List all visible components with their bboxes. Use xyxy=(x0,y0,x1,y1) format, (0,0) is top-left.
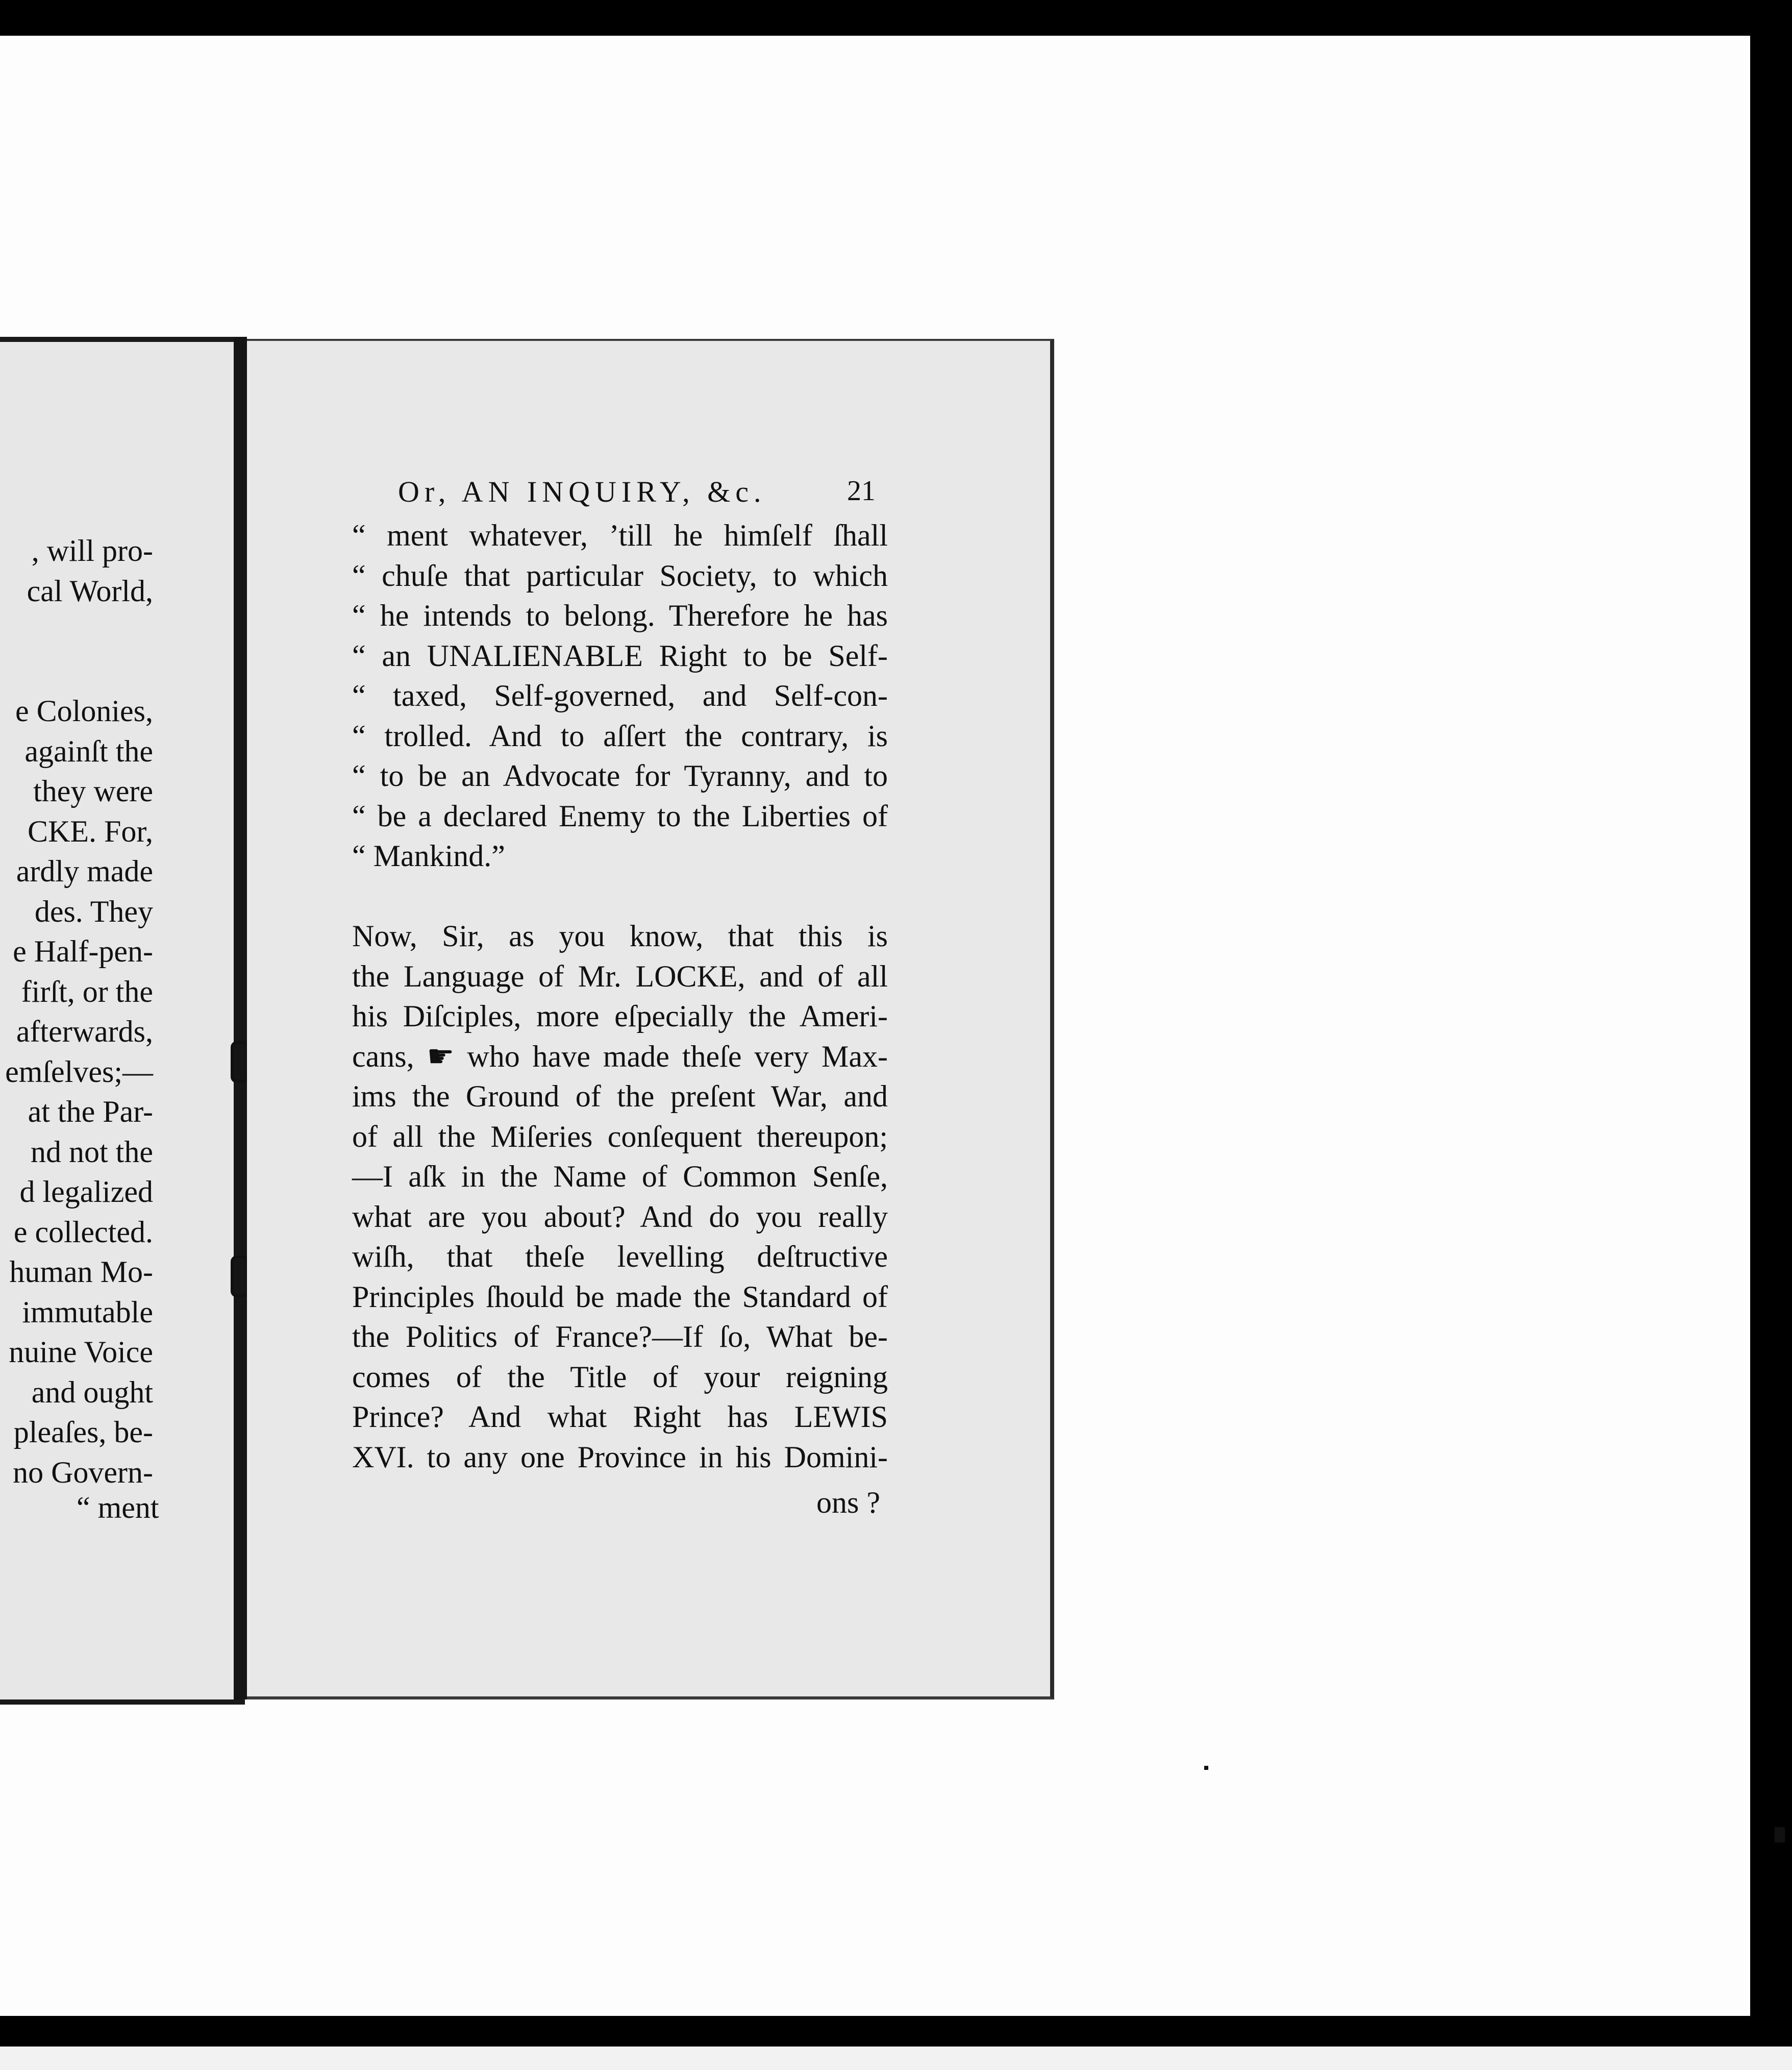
facing-text-line: againſt the xyxy=(24,734,153,768)
text-line xyxy=(352,876,888,917)
page-body-text xyxy=(352,515,888,1477)
text-line: Prince? And what Right has LEWIS xyxy=(352,1400,888,1434)
text-line: —I aſk in the Name of Common Senſe, xyxy=(352,1160,888,1193)
binding-clip xyxy=(231,1255,249,1297)
text-line: what are you about? And do you really xyxy=(352,1199,888,1234)
text-line: “ be a declared Enemy to the Liberties of xyxy=(352,799,888,833)
text-line: “ chuſe that particular Society, to which xyxy=(352,558,888,593)
text-line: “ to be an Advocate for Tyranny, and to xyxy=(352,759,888,793)
text-line: XVI. to any one Province in his Domini- xyxy=(352,1440,888,1474)
text-line: his Diſciples, more eſpecially the Ameri- xyxy=(352,999,888,1033)
binding-clip xyxy=(231,1041,249,1083)
facing-text-line: at the Par- xyxy=(28,1095,153,1128)
facing-text-line: ardly made xyxy=(16,854,153,888)
facing-page-text xyxy=(0,531,153,1492)
facing-text-line: human Mo- xyxy=(9,1255,153,1289)
facing-text-line: afterwards, xyxy=(16,1015,153,1048)
facing-text-line: e collected. xyxy=(13,1215,153,1249)
facing-text-line: , will pro- xyxy=(31,534,153,568)
facing-text-line xyxy=(0,651,153,692)
facing-page-catchword: “ ment xyxy=(77,1491,159,1524)
text-line: “ taxed, Self-governed, and Self-con- xyxy=(352,679,888,712)
running-head: Or, AN INQUIRY, &c. xyxy=(398,475,766,508)
facing-text-line: d legalized xyxy=(19,1175,153,1209)
facing-text-line: nuine Voice xyxy=(9,1335,153,1369)
facing-text-line: nd not the xyxy=(31,1135,153,1169)
text-line: Principles ſhould be made the Standard of xyxy=(352,1279,888,1314)
page-number: 21 xyxy=(847,475,876,507)
text-line: “ ment whatever, ’till he himſelf ſhall xyxy=(352,519,888,552)
text-line: wiſh, that theſe levelling deſtructive xyxy=(352,1240,888,1273)
text-line: ims the Ground of the preſent War, and xyxy=(352,1079,888,1113)
text-line: comes of the Title of your reigning xyxy=(352,1360,888,1394)
catchword: ons ? xyxy=(816,1486,880,1519)
text-line: cans, ☛ who have made theſe very Max- xyxy=(352,1039,888,1073)
facing-text-line: firſt, or the xyxy=(21,974,153,1008)
facing-text-line: emſelves;— xyxy=(5,1054,153,1089)
facing-text-line: e Colonies, xyxy=(15,694,153,728)
scan-speck xyxy=(1775,1827,1785,1842)
facing-text-line: and ought xyxy=(31,1375,153,1409)
facing-text-line: cal World, xyxy=(27,574,153,608)
facing-text-line: CKE. For, xyxy=(28,814,153,848)
text-line: of all the Miſeries conſequent thereupon; xyxy=(352,1119,888,1153)
text-line: Now, Sir, as you know, that this is xyxy=(352,919,888,953)
scan-bottom-strip xyxy=(0,2047,1792,2070)
facing-text-line: no Govern- xyxy=(13,1455,153,1489)
text-line: “ he intends to belong. Therefore he has xyxy=(352,599,888,632)
facing-text-line: they were xyxy=(33,774,153,808)
facing-text-line: e Half-pen- xyxy=(13,934,153,968)
facing-text-line: des. They xyxy=(34,894,153,928)
text-line: “ Mankind.” xyxy=(352,839,505,873)
text-line: “ trolled. And to aſſert the contrary, is xyxy=(352,719,888,753)
text-line: “ an UNALIENABLE Right to be Self- xyxy=(352,638,888,673)
facing-text-line: immutable xyxy=(22,1295,153,1329)
text-line: the Language of Mr. LOCKE, and of all xyxy=(352,959,888,993)
facing-text-line: pleaſes, be- xyxy=(13,1415,153,1449)
scan-speck xyxy=(1204,1766,1208,1770)
book-spine xyxy=(234,337,247,1699)
facing-text-line xyxy=(0,611,153,651)
text-line: the Politics of France?—If ſo, What be- xyxy=(352,1320,888,1353)
